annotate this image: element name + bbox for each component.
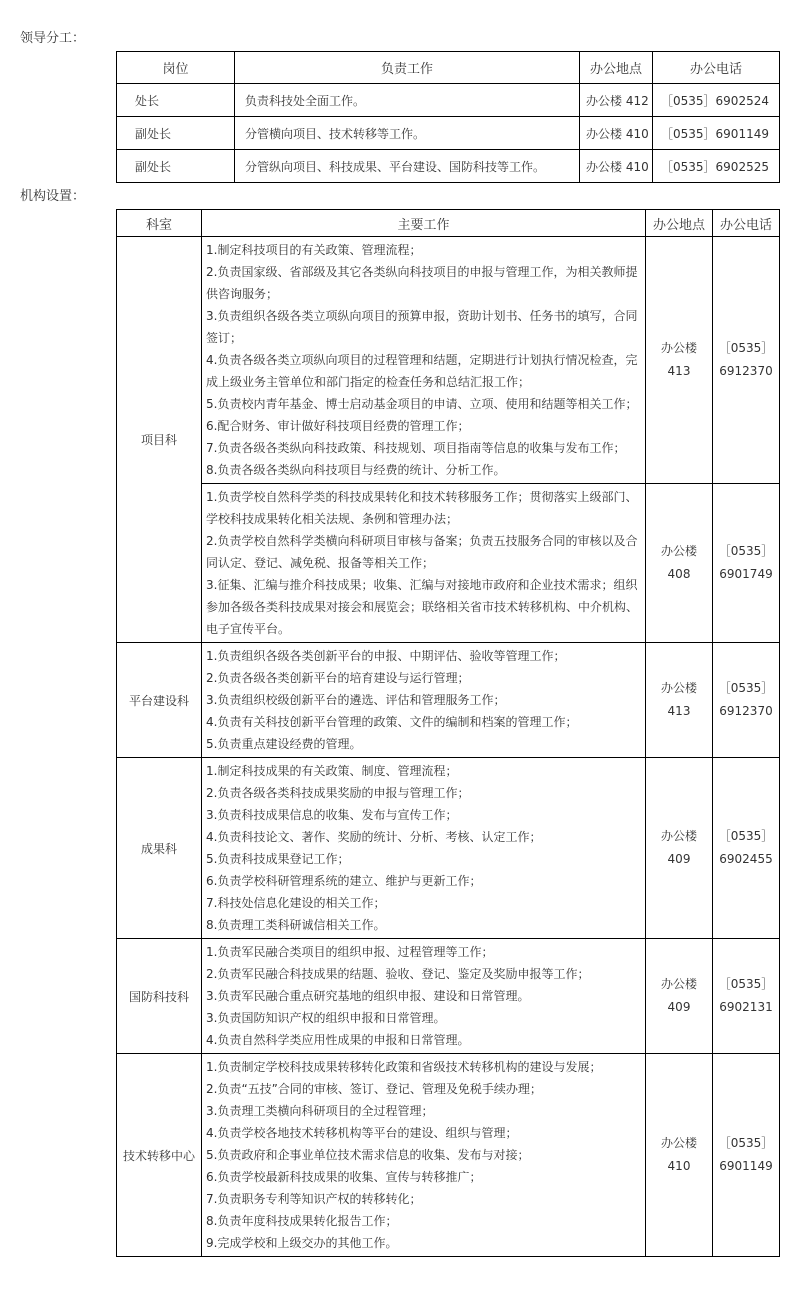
leader-phone: ［0535］6902524 [653, 84, 780, 117]
main-work [202, 758, 646, 939]
work-line: 3.负责理工类横向科研项目的全过程管理； [206, 1104, 434, 1118]
leaders-section-label: 领导分工： [20, 31, 86, 46]
main-work [202, 939, 646, 1054]
main-work [202, 237, 646, 484]
work-line: 3.负责国防知识产权的组织申报和日常管理。 [206, 1011, 446, 1025]
work-line: 3.征集、汇编与推介科技成果；收集、汇编与对接地市政府和企业技术需求；组织 [206, 578, 638, 592]
header-department: 科室 [117, 210, 202, 237]
work-line: 8.负责各级各类纵向科技项目与经费的统计、分析工作。 [206, 463, 506, 477]
work-line: 1.负责组织各级各类创新平台的申报、中期评估、验收等管理工作； [206, 649, 566, 663]
header-main-work: 主要工作 [202, 210, 646, 237]
leader-position: 处长 [117, 84, 235, 117]
leader-phone: ［0535］6901149 [653, 117, 780, 150]
header-position: 岗位 [117, 52, 235, 84]
header-duty: 负责工作 [235, 52, 580, 84]
office-location [646, 758, 713, 939]
work-line: 6.配合财务、审计做好科技项目经费的管理工作； [206, 419, 470, 433]
work-line: 4.负责科技论文、著作、奖励的统计、分析、考核、认定工作； [206, 830, 542, 844]
office-phone [713, 237, 780, 484]
org-row [117, 643, 780, 758]
work-line: 8.负责年度科技成果转化报告工作； [206, 1214, 398, 1228]
work-line: 1.负责学校自然科学类的科技成果转化和技术转移服务工作；贯彻落实上级部门、 [206, 490, 638, 504]
header-phone: 办公电话 [713, 210, 780, 237]
phone-area-code: ［0535］ [718, 681, 774, 695]
phone-number: 6902455 [719, 852, 773, 866]
org-row [117, 237, 780, 484]
work-line: 同认定、登记、减免税、报备等相关工作； [206, 556, 435, 570]
header-phone: 办公电话 [653, 52, 780, 84]
work-line: 3.负责科技成果信息的收集、发布与宣传工作； [206, 808, 458, 822]
org-row [117, 1054, 780, 1257]
work-line: 7.科技处信息化建设的相关工作； [206, 896, 386, 910]
phone-number: 6901749 [719, 567, 773, 581]
department-name: 技术转移中心 [117, 1054, 202, 1257]
department-name: 国防科技科 [117, 939, 202, 1054]
leader-duty: 分管横向项目、技术转移等工作。 [235, 117, 580, 150]
location-room: 409 [667, 1000, 691, 1014]
main-work [202, 484, 646, 643]
org-row [117, 939, 780, 1054]
location-building: 办公楼 [660, 977, 697, 991]
office-phone [713, 484, 780, 643]
location-building: 办公楼 [660, 829, 697, 843]
office-location [646, 1054, 713, 1257]
work-line: 5.负责政府和企事业单位技术需求信息的收集、发布与对接； [206, 1148, 530, 1162]
work-line: 8.负责理工类科研诚信相关工作。 [206, 918, 386, 932]
phone-area-code: ［0535］ [718, 544, 774, 558]
office-location [646, 237, 713, 484]
main-work [202, 1054, 646, 1257]
department-name: 成果科 [117, 758, 202, 939]
phone-number: 6902131 [719, 1000, 773, 1014]
work-line: 3.负责组织各级各类立项纵向项目的预算申报，资助计划书、任务书的填写，合同 [206, 309, 638, 323]
work-line: 3.负责组织校级创新平台的遴选、评估和管理服务工作； [206, 693, 506, 707]
office-phone [713, 939, 780, 1054]
location-room: 410 [667, 1159, 691, 1173]
org-structure-table [116, 209, 780, 1257]
office-location [646, 484, 713, 643]
work-line: 2.负责军民融合科技成果的结题、验收、登记、鉴定及奖励申报等工作； [206, 967, 590, 981]
department-name: 项目科 [117, 237, 202, 643]
leader-duty: 分管纵向项目、科技成果、平台建设、国防科技等工作。 [235, 150, 580, 183]
work-line: 电子宣传平台。 [206, 622, 291, 636]
phone-area-code: ［0535］ [718, 829, 774, 843]
work-line: 1.负责军民融合类项目的组织申报、过程管理等工作； [206, 945, 494, 959]
work-line: 供咨询服务； [206, 287, 279, 301]
office-phone [713, 758, 780, 939]
phone-area-code: ［0535］ [718, 341, 774, 355]
phone-number: 6912370 [719, 704, 773, 718]
leader-row [117, 117, 780, 150]
work-line: 4.负责学校各地技术转移机构等平台的建设、组织与管理； [206, 1126, 518, 1140]
work-line: 7.负责各级各类纵向科技政策、科技规划、项目指南等信息的收集与发布工作； [206, 441, 626, 455]
phone-area-code: ［0535］ [718, 977, 774, 991]
leader-location: 办公楼 410 [580, 117, 653, 150]
work-line: 7.负责职务专利等知识产权的转移转化； [206, 1192, 422, 1206]
location-room: 413 [667, 704, 691, 718]
office-phone [713, 643, 780, 758]
office-phone [713, 1054, 780, 1257]
work-line: 1.负责制定学校科技成果转移转化政策和省级技术转移机构的建设与发展； [206, 1060, 602, 1074]
header-location: 办公地点 [580, 52, 653, 84]
org-section-label: 机构设置： [20, 189, 86, 204]
leader-row [117, 84, 780, 117]
work-line: 3.负责军民融合重点研究基地的组织申报、建设和日常管理。 [206, 989, 530, 1003]
org-header-row [117, 210, 780, 237]
work-line: 1.制定科技成果的有关政策、制度、管理流程； [206, 764, 458, 778]
location-building: 办公楼 [660, 1136, 697, 1150]
work-line: 6.负责学校最新科技成果的收集、宣传与转移推广； [206, 1170, 482, 1184]
leader-phone: ［0535］6902525 [653, 150, 780, 183]
location-room: 413 [667, 364, 691, 378]
department-name: 平台建设科 [117, 643, 202, 758]
location-building: 办公楼 [660, 681, 697, 695]
leader-position: 副处长 [117, 117, 235, 150]
work-line: 2.负责学校自然科学类横向科研项目审核与备案；负责五技服务合同的审核以及合 [206, 534, 638, 548]
work-line: 2.负责国家级、省部级及其它各类纵向科技项目的申报与管理工作，为相关教师提 [206, 265, 638, 279]
leader-position: 副处长 [117, 150, 235, 183]
main-work [202, 643, 646, 758]
work-line: 5.负责重点建设经费的管理。 [206, 737, 362, 751]
work-line: 4.负责自然科学类应用性成果的申报和日常管理。 [206, 1033, 470, 1047]
work-line: 签订； [206, 331, 243, 345]
work-line: 2.负责各级各类科技成果奖励的申报与管理工作； [206, 786, 470, 800]
org-row [117, 758, 780, 939]
work-line: 2.负责各级各类创新平台的培育建设与运行管理； [206, 671, 470, 685]
work-line: 5.负责校内青年基金、博士启动基金项目的申请、立项、使用和结题等相关工作； [206, 397, 638, 411]
location-room: 408 [667, 567, 691, 581]
leader-location: 办公楼 412 [580, 84, 653, 117]
work-line: 6.负责学校科研管理系统的建立、维护与更新工作； [206, 874, 482, 888]
work-line: 4.负责有关科技创新平台管理的政策、文件的编制和档案的管理工作； [206, 715, 578, 729]
location-building: 办公楼 [660, 341, 697, 355]
office-location [646, 939, 713, 1054]
leader-location: 办公楼 410 [580, 150, 653, 183]
work-line: 2.负责“五技”合同的审核、签订、登记、管理及免税手续办理； [206, 1082, 542, 1096]
phone-number: 6901149 [719, 1159, 773, 1173]
work-line: 4.负责各级各类立项纵向项目的过程管理和结题，定期进行计划执行情况检查，完 [206, 353, 638, 367]
work-line: 1.制定科技项目的有关政策、管理流程； [206, 243, 422, 257]
office-location [646, 643, 713, 758]
leader-row [117, 150, 780, 183]
phone-area-code: ［0535］ [718, 1136, 774, 1150]
leader-duty: 负责科技处全面工作。 [235, 84, 580, 117]
phone-number: 6912370 [719, 364, 773, 378]
work-line: 5.负责科技成果登记工作； [206, 852, 350, 866]
location-building: 办公楼 [660, 544, 697, 558]
header-location: 办公地点 [646, 210, 713, 237]
leaders-table [116, 51, 780, 183]
work-line: 参加各级各类科技成果对接会和展览会；联络相关省市技术转移机构、中介机构、 [206, 600, 639, 614]
work-line: 成上级业务主管单位和部门指定的检查任务和总结汇报工作； [206, 375, 531, 389]
location-room: 409 [667, 852, 691, 866]
work-line: 学校科技成果转化相关法规、条例和管理办法； [206, 512, 459, 526]
work-line: 9.完成学校和上级交办的其他工作。 [206, 1236, 398, 1250]
org-row [117, 484, 780, 643]
leaders-header-row [117, 52, 780, 84]
